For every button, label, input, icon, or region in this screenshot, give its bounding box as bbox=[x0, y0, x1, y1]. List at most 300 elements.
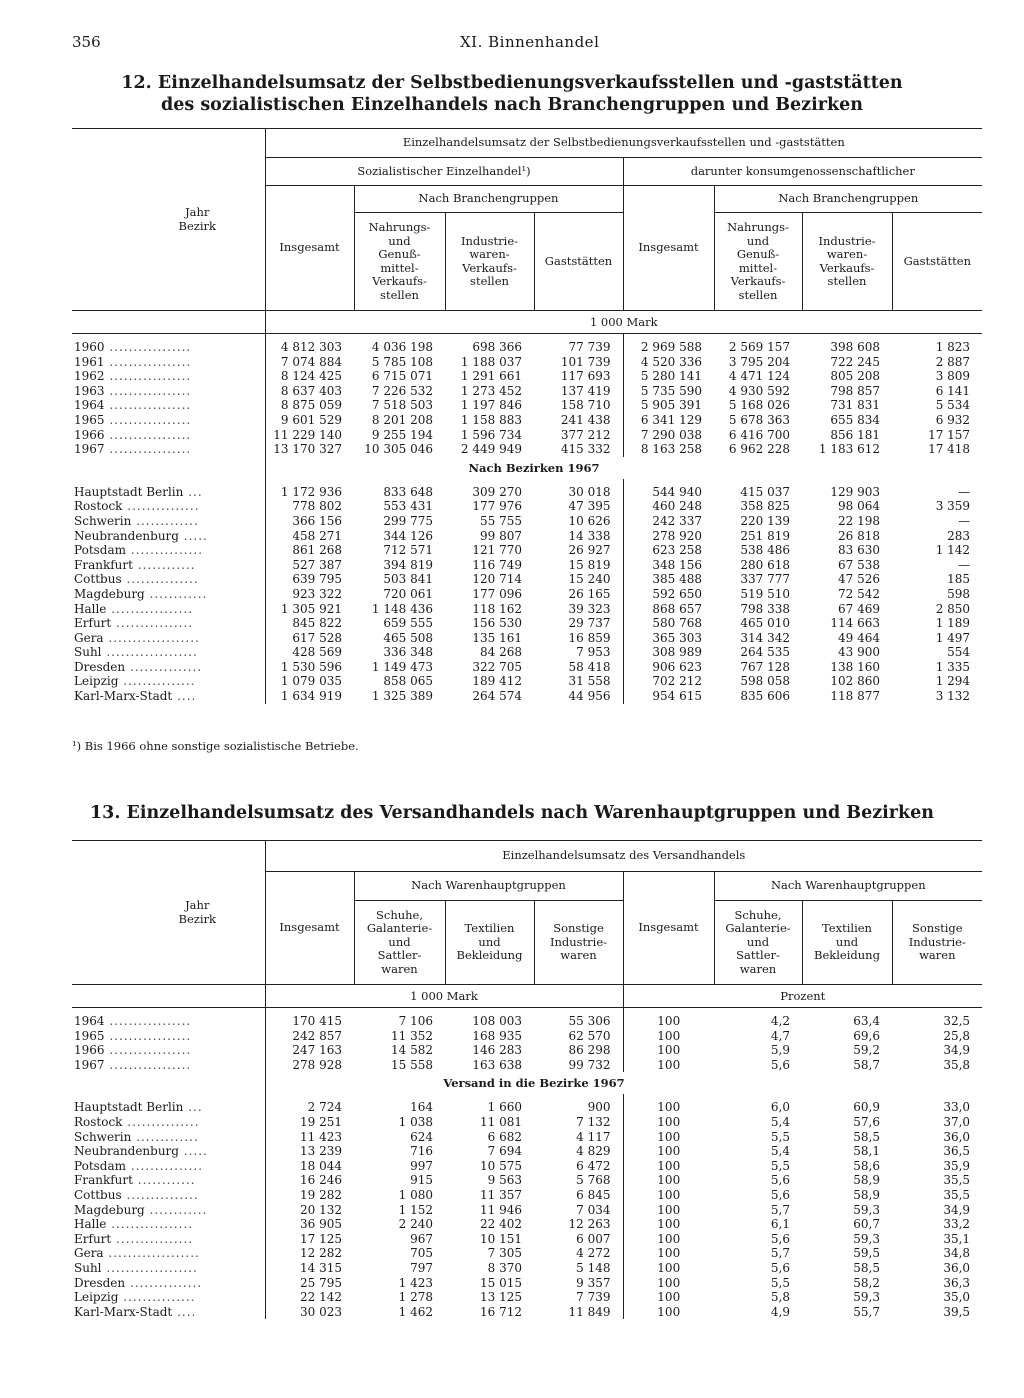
cell-value: 1 423 bbox=[398, 1275, 433, 1290]
cell-value: 1 197 846 bbox=[460, 398, 522, 413]
cell-value: 778 802 bbox=[265, 499, 354, 514]
row-label bbox=[72, 645, 265, 660]
cell-value: 5 280 141 bbox=[623, 369, 714, 384]
cell-value: 6,1 bbox=[770, 1217, 790, 1232]
cell-value: 731 831 bbox=[830, 398, 880, 413]
col-sonstige-2: Sonstige Industrie- waren bbox=[892, 901, 982, 985]
cell-value: 14 315 bbox=[265, 1261, 354, 1276]
row-label bbox=[72, 413, 265, 428]
cell-value: 1 273 452 bbox=[460, 383, 522, 398]
cell-value: 3 795 204 bbox=[728, 354, 790, 369]
cell-value: 278 920 bbox=[623, 529, 714, 544]
cell-value: 10 305 046 bbox=[364, 442, 433, 457]
row-label-text: Dresden bbox=[74, 1275, 126, 1290]
cell-value: 264 574 bbox=[472, 689, 522, 704]
cell-value: 251 819 bbox=[740, 528, 790, 543]
table-row bbox=[72, 514, 982, 529]
col-gaststaetten-2: Gaststätten bbox=[892, 213, 982, 311]
cell-value: 120 714 bbox=[472, 572, 522, 587]
cell-value: 4 036 198 bbox=[371, 340, 433, 354]
table-row bbox=[72, 485, 982, 500]
row-label-text: 1960 bbox=[74, 340, 105, 354]
leader-dots: ................... bbox=[101, 645, 198, 660]
cell-value: 2 569 157 bbox=[728, 340, 790, 354]
stub-header bbox=[72, 129, 265, 311]
cell-value: 8 875 059 bbox=[265, 398, 354, 413]
table13-title: 13. Einzelhandelsumsatz des Versandhandels nach Warenhauptgruppen und Bezirken bbox=[90, 803, 934, 823]
head-gruppen-2: Nach Warenhauptgruppen bbox=[714, 872, 982, 901]
col-nahrung-1: Nahrungs- und Genuß- mittel- Verkaufs- stellen bbox=[354, 213, 445, 311]
row-label bbox=[72, 499, 265, 514]
cell-value: 835 606 bbox=[740, 689, 790, 704]
cell-value: 5 534 bbox=[935, 398, 971, 413]
cell-value: 12 282 bbox=[265, 1246, 354, 1261]
cell-value: 102 860 bbox=[830, 674, 880, 689]
leader-dots: ................. bbox=[104, 427, 192, 442]
leader-dots: ............ bbox=[144, 586, 208, 601]
cell-value: 58,1 bbox=[853, 1144, 880, 1159]
row-label-text: Rostock bbox=[74, 499, 123, 514]
cell-value: 57,6 bbox=[853, 1114, 880, 1129]
cell-value: 954 615 bbox=[623, 689, 714, 704]
row-label-text: 1965 bbox=[74, 412, 105, 427]
leader-dots: ................. bbox=[104, 369, 192, 384]
cell-value: 308 989 bbox=[623, 645, 714, 660]
table13-header bbox=[72, 841, 982, 1008]
row-label bbox=[72, 1058, 265, 1073]
cell-value: 163 638 bbox=[472, 1057, 522, 1072]
cell-value: 797 bbox=[410, 1260, 433, 1275]
cell-value: 35,8 bbox=[943, 1057, 971, 1072]
cell-value: 7 739 bbox=[576, 1290, 611, 1305]
table-row bbox=[72, 384, 982, 399]
cell-value: 856 181 bbox=[830, 427, 880, 442]
leader-dots: ............. bbox=[131, 513, 199, 528]
leader-dots: ............... bbox=[125, 1275, 203, 1290]
row-label bbox=[72, 1188, 265, 1203]
cell-value: 299 775 bbox=[383, 513, 433, 528]
leader-dots: ................. bbox=[104, 1057, 192, 1072]
row-label bbox=[72, 689, 265, 704]
cell-value: 116 749 bbox=[472, 557, 522, 572]
cell-value: 220 139 bbox=[740, 513, 790, 528]
cell-value: 4 471 124 bbox=[728, 369, 790, 384]
cell-value: 5,6 bbox=[770, 1057, 790, 1072]
cell-value: 1 148 436 bbox=[371, 601, 433, 616]
table-row bbox=[72, 572, 982, 587]
cell-value: 337 777 bbox=[740, 572, 790, 587]
section-bezirke: Nach Bezirken 1967 bbox=[468, 460, 600, 475]
table-row bbox=[72, 369, 982, 384]
cell-value: 177 976 bbox=[472, 499, 522, 514]
cell-value: 11 849 bbox=[568, 1304, 611, 1319]
cell-value: 8 201 208 bbox=[371, 412, 433, 427]
cell-value: 906 623 bbox=[623, 660, 714, 675]
cell-value: 428 569 bbox=[265, 645, 354, 660]
cell-value: 385 488 bbox=[623, 572, 714, 587]
cell-value: 242 337 bbox=[623, 514, 714, 529]
row-label-text: Potsdam bbox=[74, 543, 127, 558]
cell-value: 17 418 bbox=[928, 442, 971, 457]
cell-value: 59,3 bbox=[853, 1231, 880, 1246]
col-insgesamt-1: Insgesamt bbox=[265, 872, 354, 985]
stub-year-label: Jahr bbox=[185, 898, 210, 912]
row-label-text: Erfurt bbox=[74, 616, 112, 631]
leader-dots: ................. bbox=[104, 1028, 192, 1043]
table-row bbox=[72, 558, 982, 573]
cell-value: 527 387 bbox=[265, 558, 354, 573]
cell-value: 7 034 bbox=[576, 1202, 611, 1217]
table-row bbox=[72, 660, 982, 675]
cell-value: 1 462 bbox=[398, 1304, 433, 1319]
leader-dots: ............. bbox=[131, 1129, 199, 1144]
head-branchen-1: Nach Branchengruppen bbox=[354, 186, 623, 213]
cell-value: 5 678 363 bbox=[728, 412, 790, 427]
cell-value: 58,7 bbox=[853, 1057, 880, 1072]
table12-title-line2: des sozialistischen Einzelhandels nach Branchengruppen und Bezirken bbox=[161, 95, 863, 115]
cell-value: 58,2 bbox=[853, 1275, 880, 1290]
cell-value: 8 637 403 bbox=[265, 384, 354, 399]
cell-value: 8 124 425 bbox=[265, 369, 354, 384]
cell-value: 2 887 bbox=[935, 354, 971, 369]
cell-value: 72 542 bbox=[838, 586, 880, 601]
cell-value: 241 438 bbox=[560, 412, 611, 427]
cell-value: 592 650 bbox=[623, 587, 714, 602]
table-row bbox=[72, 1203, 982, 1218]
cell-value: 99 732 bbox=[568, 1057, 611, 1072]
leader-dots: ..... bbox=[178, 528, 208, 543]
row-label-text: Magdeburg bbox=[74, 1202, 145, 1217]
table-row bbox=[72, 587, 982, 602]
cell-value: 553 431 bbox=[383, 499, 433, 514]
leader-dots: ... bbox=[183, 484, 203, 499]
cell-value: 915 bbox=[410, 1173, 433, 1188]
cell-value: 1 158 883 bbox=[460, 412, 522, 427]
cell-value: 185 bbox=[947, 572, 971, 587]
cell-value: 1 823 bbox=[935, 340, 971, 354]
cell-value: 623 258 bbox=[623, 543, 714, 558]
cell-value: 55,7 bbox=[853, 1304, 880, 1319]
cell-value: 1 172 936 bbox=[265, 485, 354, 500]
table-row bbox=[72, 1029, 982, 1044]
cell-value: 1 305 921 bbox=[265, 602, 354, 617]
cell-value: 100 bbox=[623, 1159, 714, 1174]
cell-value: 398 608 bbox=[830, 340, 880, 354]
table-row bbox=[72, 499, 982, 514]
cell-value: 33,0 bbox=[943, 1100, 971, 1115]
col-insgesamt-1: Insgesamt bbox=[265, 186, 354, 311]
col-schuhe-1: Schuhe, Galanterie- und Sattler- waren bbox=[354, 901, 445, 985]
cell-value: 35,1 bbox=[943, 1231, 971, 1246]
row-label-text: 1961 bbox=[74, 354, 105, 369]
head-gruppen-1: Nach Warenhauptgruppen bbox=[354, 872, 623, 901]
row-label-text: Rostock bbox=[74, 1114, 123, 1129]
cell-value: 138 160 bbox=[830, 659, 880, 674]
cell-value: 13 239 bbox=[265, 1144, 354, 1159]
table12-bezirke bbox=[72, 479, 982, 704]
cell-value: 35,9 bbox=[943, 1158, 971, 1173]
row-label-text: Hauptstadt Berlin bbox=[74, 1100, 184, 1115]
cell-value: 5,4 bbox=[770, 1114, 790, 1129]
cell-value: 20 132 bbox=[265, 1203, 354, 1218]
cell-value: 322 705 bbox=[472, 659, 522, 674]
head-konsum: darunter konsumgenossenschaftlicher bbox=[623, 158, 982, 186]
cell-value: 25,8 bbox=[943, 1028, 971, 1043]
leader-dots: ................. bbox=[104, 340, 192, 354]
cell-value: 19 282 bbox=[265, 1188, 354, 1203]
cell-value: 16 712 bbox=[480, 1304, 522, 1319]
cell-value: 519 510 bbox=[740, 586, 790, 601]
table13-bezirke bbox=[72, 1094, 982, 1319]
row-label-text: Halle bbox=[74, 601, 107, 616]
cell-value: 5 168 026 bbox=[728, 398, 790, 413]
cell-value: 100 bbox=[623, 1029, 714, 1044]
cell-value: 394 819 bbox=[383, 557, 433, 572]
cell-value: 716 bbox=[410, 1144, 433, 1159]
cell-value: 55 306 bbox=[568, 1014, 611, 1028]
cell-value: 12 263 bbox=[568, 1217, 611, 1232]
cell-value: 9 563 bbox=[487, 1173, 522, 1188]
row-label bbox=[72, 1144, 265, 1159]
table-row bbox=[72, 1130, 982, 1145]
cell-value: 314 342 bbox=[740, 630, 790, 645]
cell-value: 6 141 bbox=[935, 383, 971, 398]
row-label bbox=[72, 1203, 265, 1218]
cell-value: 1 183 612 bbox=[818, 442, 880, 457]
cell-value: 100 bbox=[623, 1203, 714, 1218]
cell-value: 10 575 bbox=[480, 1158, 522, 1173]
col-industrie-2: Industrie- waren- Verkaufs- stellen bbox=[802, 213, 892, 311]
leader-dots: .... bbox=[172, 1304, 197, 1319]
table-row bbox=[72, 529, 982, 544]
cell-value: 767 128 bbox=[740, 659, 790, 674]
row-label-text: Karl-Marx-Stadt bbox=[74, 689, 173, 704]
cell-value: 49 464 bbox=[838, 630, 880, 645]
row-label bbox=[72, 1043, 265, 1058]
cell-value: 309 270 bbox=[472, 484, 522, 499]
row-label bbox=[72, 1100, 265, 1115]
cell-value: 712 571 bbox=[383, 543, 433, 558]
cell-value: 1 497 bbox=[935, 630, 971, 645]
table-row bbox=[72, 1100, 982, 1115]
row-label-text: Halle bbox=[74, 1217, 107, 1232]
cell-value: 845 822 bbox=[265, 616, 354, 631]
cell-value: 5,5 bbox=[770, 1129, 790, 1144]
cell-value: 108 003 bbox=[472, 1014, 522, 1028]
cell-value: 100 bbox=[623, 1188, 714, 1203]
table12-years bbox=[72, 334, 982, 457]
cell-value: 617 528 bbox=[265, 631, 354, 646]
cell-value: 17 157 bbox=[928, 427, 971, 442]
cell-value: 39 323 bbox=[568, 601, 611, 616]
cell-value: 177 096 bbox=[472, 586, 522, 601]
row-label bbox=[72, 529, 265, 544]
cell-value: 39,5 bbox=[943, 1304, 971, 1319]
cell-value: 9 357 bbox=[576, 1275, 611, 1290]
table-row bbox=[72, 1261, 982, 1276]
row-label-text: Schwerin bbox=[74, 513, 132, 528]
cell-value: 4 829 bbox=[576, 1144, 611, 1159]
cell-value: 1 152 bbox=[398, 1202, 433, 1217]
cell-value: 624 bbox=[410, 1129, 433, 1144]
cell-value: 170 415 bbox=[265, 1014, 354, 1029]
cell-value: 598 bbox=[947, 586, 971, 601]
row-label bbox=[72, 1276, 265, 1291]
cell-value: 29 737 bbox=[568, 616, 611, 631]
cell-value: 798 857 bbox=[830, 383, 880, 398]
leader-dots: ................. bbox=[104, 442, 192, 457]
table-row bbox=[72, 631, 982, 646]
row-label-text: 1967 bbox=[74, 442, 105, 457]
row-label bbox=[72, 572, 265, 587]
row-label-text: 1964 bbox=[74, 1014, 105, 1028]
cell-value: 158 710 bbox=[560, 398, 611, 413]
row-label-text: Cottbus bbox=[74, 1187, 122, 1202]
cell-value: 36,3 bbox=[943, 1275, 971, 1290]
cell-value: 722 245 bbox=[830, 354, 880, 369]
row-label bbox=[72, 369, 265, 384]
cell-value: 35,5 bbox=[943, 1173, 971, 1188]
cell-value: 10 626 bbox=[568, 513, 611, 528]
leader-dots: ............... bbox=[121, 572, 199, 587]
cell-value: 60,7 bbox=[853, 1217, 880, 1232]
cell-value: 2 724 bbox=[265, 1100, 354, 1115]
table-row bbox=[72, 1058, 982, 1073]
cell-value: 5,6 bbox=[770, 1260, 790, 1275]
cell-value: 164 bbox=[410, 1100, 433, 1115]
cell-value: 62 570 bbox=[568, 1028, 611, 1043]
cell-value: 7 694 bbox=[487, 1144, 522, 1159]
table-row bbox=[72, 1014, 982, 1029]
leader-dots: ............... bbox=[126, 543, 204, 558]
cell-value: 11 081 bbox=[480, 1114, 522, 1129]
cell-value: 30 018 bbox=[568, 484, 611, 499]
table-row bbox=[72, 355, 982, 370]
cell-value: 702 212 bbox=[623, 674, 714, 689]
row-label bbox=[72, 660, 265, 675]
row-label bbox=[72, 1217, 265, 1232]
cell-value: 156 530 bbox=[472, 616, 522, 631]
cell-value: 465 010 bbox=[740, 616, 790, 631]
row-label bbox=[72, 631, 265, 646]
table-row bbox=[72, 1217, 982, 1232]
cell-value: 84 268 bbox=[480, 645, 522, 660]
table-row bbox=[72, 1232, 982, 1247]
cell-value: 16 246 bbox=[265, 1173, 354, 1188]
cell-value: 1 596 734 bbox=[460, 427, 522, 442]
cell-value: 18 044 bbox=[265, 1159, 354, 1174]
cell-value: 1 142 bbox=[935, 543, 971, 558]
cell-value: 11 357 bbox=[480, 1187, 522, 1202]
cell-value: 100 bbox=[623, 1144, 714, 1159]
cell-value: 100 bbox=[623, 1217, 714, 1232]
cell-value: 22 198 bbox=[838, 513, 880, 528]
col-textilien-2: Textilien und Bekleidung bbox=[802, 901, 892, 985]
cell-value: 11 229 140 bbox=[265, 428, 354, 443]
head-branchen-2: Nach Branchengruppen bbox=[714, 186, 982, 213]
cell-value: 10 151 bbox=[480, 1231, 522, 1246]
row-label bbox=[72, 398, 265, 413]
cell-value: 101 739 bbox=[560, 354, 611, 369]
cell-value: 13 170 327 bbox=[265, 442, 354, 457]
cell-value: 33,2 bbox=[943, 1217, 971, 1232]
cell-value: 168 935 bbox=[472, 1028, 522, 1043]
table-row bbox=[72, 602, 982, 617]
table-row bbox=[72, 689, 982, 704]
cell-value: 7 226 532 bbox=[371, 383, 433, 398]
cell-value: 22 402 bbox=[480, 1217, 522, 1232]
row-label-text: Schwerin bbox=[74, 1129, 132, 1144]
cell-value: 6 416 700 bbox=[728, 427, 790, 442]
row-label bbox=[72, 1305, 265, 1320]
cell-value: 58,5 bbox=[853, 1260, 880, 1275]
cell-value: 1 294 bbox=[935, 674, 971, 689]
leader-dots: ............... bbox=[118, 1290, 196, 1305]
cell-value: 5 905 391 bbox=[623, 398, 714, 413]
cell-value: — bbox=[958, 484, 971, 499]
row-label bbox=[72, 442, 265, 457]
cell-value: 1 530 596 bbox=[265, 660, 354, 675]
table-row bbox=[72, 1173, 982, 1188]
table-row bbox=[72, 1305, 982, 1320]
row-label-text: Frankfurt bbox=[74, 1173, 133, 1188]
row-label-text: Erfurt bbox=[74, 1231, 112, 1246]
cell-value: 100 bbox=[623, 1043, 714, 1058]
cell-value: 100 bbox=[623, 1305, 714, 1320]
cell-value: 7 074 884 bbox=[265, 355, 354, 370]
cell-value: 100 bbox=[623, 1232, 714, 1247]
cell-value: 705 bbox=[410, 1246, 433, 1261]
cell-value: 86 298 bbox=[568, 1043, 611, 1058]
cell-value: 77 739 bbox=[568, 340, 611, 354]
cell-value: 59,5 bbox=[853, 1246, 880, 1261]
cell-value: 100 bbox=[623, 1261, 714, 1276]
table-row bbox=[72, 1290, 982, 1305]
table-row bbox=[72, 1159, 982, 1174]
row-label-text: Suhl bbox=[74, 645, 102, 660]
cell-value: 36,0 bbox=[943, 1129, 971, 1144]
leader-dots: ............... bbox=[122, 1114, 200, 1129]
cell-value: 34,9 bbox=[943, 1043, 971, 1058]
table-row bbox=[72, 428, 982, 443]
cell-value: — bbox=[958, 513, 971, 528]
cell-value: 798 338 bbox=[740, 601, 790, 616]
cell-value: 415 332 bbox=[560, 442, 611, 457]
row-label-text: 1966 bbox=[74, 427, 105, 442]
row-label-text: Gera bbox=[74, 1246, 104, 1261]
cell-value: 100 bbox=[623, 1246, 714, 1261]
table-row bbox=[72, 1144, 982, 1159]
row-label-text: 1967 bbox=[74, 1057, 105, 1072]
cell-value: 4 812 303 bbox=[265, 340, 354, 355]
table13-years bbox=[72, 1008, 982, 1073]
cell-value: 377 212 bbox=[560, 427, 611, 442]
cell-value: 11 423 bbox=[265, 1130, 354, 1145]
row-label bbox=[72, 1173, 265, 1188]
cell-value: 35,0 bbox=[943, 1290, 971, 1305]
cell-value: 7 290 038 bbox=[623, 428, 714, 443]
cell-value: 1 325 389 bbox=[371, 689, 433, 704]
cell-value: 5,6 bbox=[770, 1173, 790, 1188]
cell-value: 17 125 bbox=[265, 1232, 354, 1247]
cell-value: 1 291 661 bbox=[460, 369, 522, 384]
cell-value: 15 558 bbox=[391, 1057, 433, 1072]
row-label bbox=[72, 1290, 265, 1305]
cell-value: 3 132 bbox=[935, 689, 971, 704]
col-insgesamt-2: Insgesamt bbox=[623, 872, 714, 985]
cell-value: 833 648 bbox=[383, 484, 433, 499]
cell-value: — bbox=[958, 557, 971, 572]
